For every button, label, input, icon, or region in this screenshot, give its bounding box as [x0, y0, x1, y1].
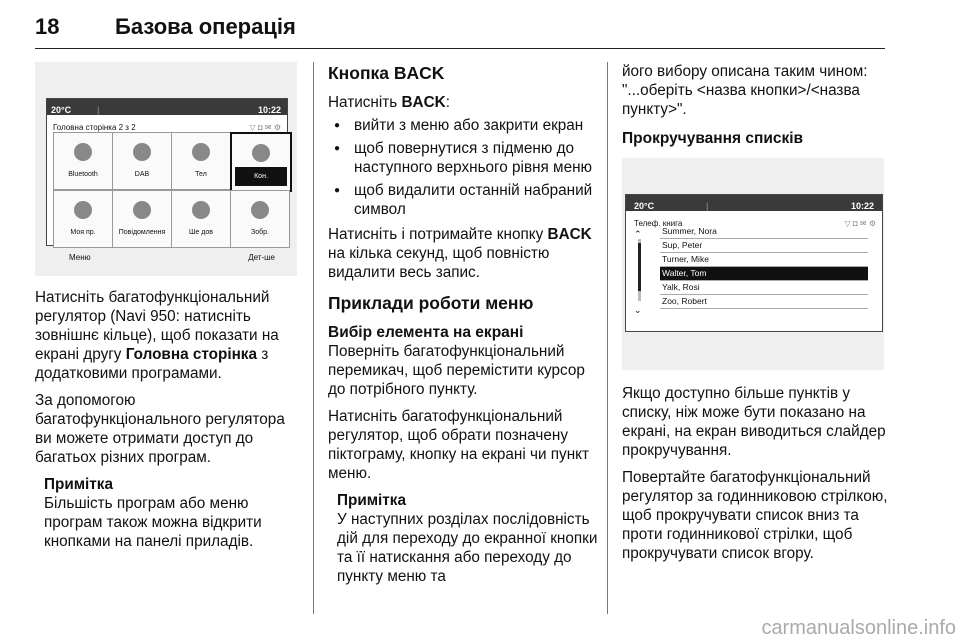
note-text: У наступних розділах послідовність дій для переходу до екранної кнопки та її натискання або переходу до пункту меню та [337, 511, 598, 585]
phonebook-figure [622, 158, 884, 370]
message-icon [133, 201, 151, 219]
list-item[interactable]: Turner, Mike [660, 253, 868, 267]
tile-settings[interactable]: Кон. [230, 132, 292, 192]
tile-images[interactable]: Зобр. [230, 190, 290, 248]
section-heading: Приклади роботи меню [328, 293, 534, 313]
phonebook-screen [625, 194, 883, 332]
details-button[interactable]: Дет-ше [248, 253, 275, 262]
paragraph: його вибору описана таким чином: "...оберіть <назва кнопки>/<назва пункту>". [622, 63, 868, 118]
image-icon [251, 201, 269, 219]
list-item: ● вийти з меню або закрити екран [328, 116, 598, 135]
scroll-down-icon[interactable]: ⌄ [634, 305, 642, 315]
home-screen-figure [35, 62, 297, 276]
chapter-title: Базова операція [115, 14, 296, 39]
apps-icon [74, 201, 92, 219]
status-icons: ▽ ◘ ✉ ⚙ [249, 123, 281, 132]
info-icon [192, 201, 210, 219]
note [337, 491, 598, 586]
divider-icon: | [97, 105, 100, 115]
page-header [35, 8, 885, 49]
bluetooth-icon [74, 143, 92, 161]
tile-my-programs[interactable]: Моя пр. [53, 190, 113, 248]
status-bar [626, 195, 882, 211]
paragraph: За допомогою багатофункціонального регулятора ви можете отримати доступ до багатьох різних програм. [35, 392, 285, 466]
list-item[interactable]: Yalk, Rosi [660, 281, 868, 295]
status-icons: ▽ ◘ ✉ ⚙ [844, 219, 876, 228]
screen-title: Телеф. книга [634, 219, 683, 228]
paragraph: Натисніть BACK: [328, 94, 450, 111]
column-1 [35, 62, 297, 551]
temperature: 20°C [51, 105, 72, 115]
tile-bluetooth[interactable]: Bluetooth [53, 132, 113, 190]
tile-messages[interactable]: Повідомлення [112, 190, 172, 248]
list-item[interactable]: Sup, Peter [660, 239, 868, 253]
paragraph: Натисніть і потримайте кнопку BACK на кілька секунд, щоб повністю видалити весь запис. [328, 226, 592, 281]
tile-help[interactable]: Ше дов [171, 190, 231, 248]
paragraph: Поверніть багатофункціональний перемикач, щоб перемістити курсор до потрібного пункту. [328, 343, 585, 398]
clock: 10:22 [257, 105, 281, 115]
bullet-list [328, 116, 598, 219]
phone-icon [192, 143, 210, 161]
paragraph: Якщо доступно більше пунктів у списку, ніж може бути показано на екрані, на екран виводиться слайдер прокручування. [622, 385, 886, 459]
tile-phone[interactable]: Тел [171, 132, 231, 190]
list-item[interactable]: Summer, Nora [660, 225, 868, 239]
list-item-selected[interactable]: Walter, Tom [660, 267, 868, 281]
paragraph: Натисніть багатофункціональний регулятор, щоб обрати позначену піктограму, кнопку на екрані чи пункт меню. [328, 408, 590, 482]
home-screen [46, 98, 288, 262]
tile-dab[interactable]: DAB [112, 132, 172, 190]
column-divider [607, 62, 608, 614]
list-item: ● щоб видалити останній набраний символ [328, 181, 598, 219]
divider-icon: | [706, 201, 709, 211]
gear-icon [252, 144, 270, 162]
note-text: Більшість програм або меню програм також можна відкрити кнопками на панелі приладів. [44, 495, 262, 550]
scroll-up-icon[interactable]: ⌃ [634, 229, 642, 239]
watermark: carmanualsonline.info [761, 617, 956, 639]
status-bar [47, 99, 287, 115]
column-divider [313, 62, 314, 614]
list-item[interactable]: Zoo, Robert [660, 295, 868, 309]
column-2 [328, 62, 598, 586]
paragraph: Повертайте багатофункціональний регулятор за годинниковою стрілкою, щоб прокручувати список вниз та проти годинникової стрілки, щоб прокручувати список вгору. [622, 469, 888, 562]
note-title: Примітка [44, 476, 113, 493]
section-heading: Кнопка BACK [328, 63, 445, 83]
subsection-heading: Вибір елемента на екрані [328, 324, 524, 341]
list-item: ● щоб повернутися з підменю до наступного верхнього рівня меню [328, 139, 598, 177]
clock: 10:22 [850, 201, 874, 211]
note-title: Примітка [337, 492, 406, 509]
note [44, 475, 297, 551]
screen-title: Головна сторінка 2 з 2 [53, 123, 136, 132]
paragraph: Натисніть багатофункціональний регулятор (Navi 950: натисніть зовнішнє кільце), щоб показати на екрані другу Головна сторінка з додатковими програмами. [35, 289, 279, 382]
scroll-slider[interactable] [638, 243, 641, 291]
menu-button[interactable]: Меню [69, 253, 91, 262]
column-3 [622, 62, 888, 571]
dab-icon [133, 143, 151, 161]
page-number: 18 [35, 14, 60, 39]
temperature: 20°C [634, 201, 655, 211]
section-heading: Прокручування списків [622, 130, 804, 147]
